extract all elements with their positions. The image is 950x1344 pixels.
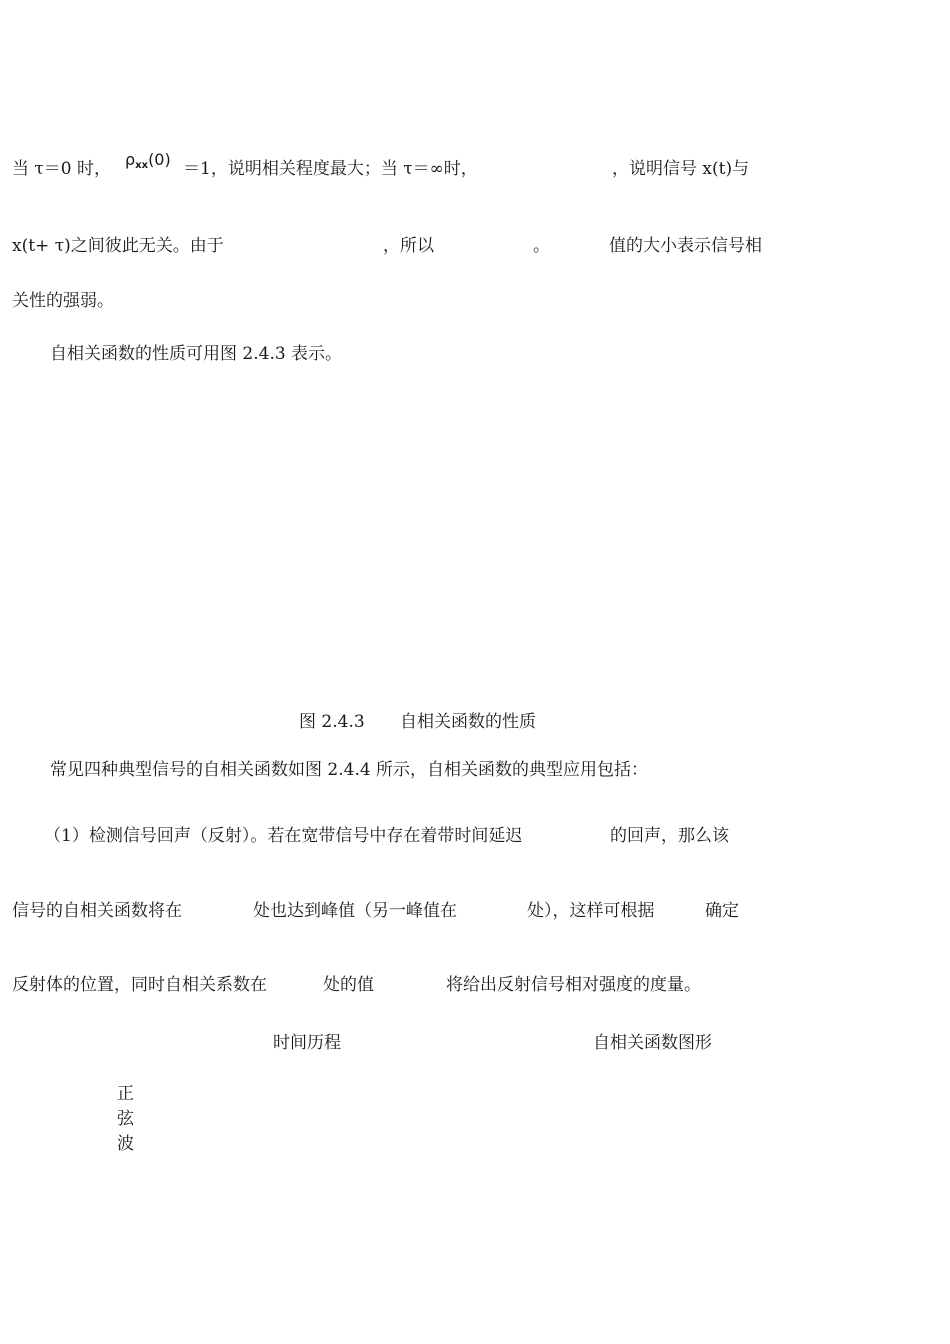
para1-line3: 关性的强弱。 [12, 291, 114, 311]
para1-line1-a: 当 τ＝0 时， [12, 159, 112, 179]
row-label-char: 波 [117, 1134, 134, 1154]
header-autocorr-plot: 自相关函数图形 [593, 1033, 712, 1053]
para4-line2-d: 确定 [705, 901, 739, 921]
row-label-sine-wave [117, 1082, 141, 1157]
para3-text: 常见四种典型信号的自相关函数如图 2.4.4 所示，自相关函数的典型应用包括： [50, 760, 649, 780]
figure-title: 自相关函数的性质 [400, 712, 536, 732]
rho-subscript: xx [135, 160, 149, 171]
figure-number: 图 2.4.3 [299, 712, 365, 732]
para4-line2-b: 处也达到峰值（另一峰值在 [253, 901, 457, 921]
para1-line2-b: ，所以 [383, 236, 434, 256]
row-label-char: 正 [117, 1084, 134, 1104]
para2-text: 自相关函数的性质可用图 2.4.3 表示。 [50, 344, 343, 364]
para4-line3-c: 将给出反射信号相对强度的度量。 [446, 975, 701, 995]
para4-line3-a: 反射体的位置，同时自相关系数在 [12, 975, 267, 995]
para1-line1-b: ＝1，说明相关程度最大；当 τ＝∞时， [183, 159, 478, 179]
para1-line2-d: 值的大小表示信号相 [609, 236, 762, 256]
header-time-history: 时间历程 [273, 1033, 341, 1053]
para4-line1-b: 的回声，那么该 [610, 826, 729, 846]
para4-line3-b: 处的值 [323, 975, 374, 995]
row-label-char: 弦 [117, 1109, 134, 1129]
para4-line2-c: 处），这样可根据 [527, 901, 655, 921]
rho-symbol: ρ [125, 150, 136, 169]
para1-line2-a: x(t+ τ)之间彼此无关。由于 [12, 236, 224, 256]
para4-line2-a: 信号的自相关函数将在 [12, 901, 182, 921]
rho-argument: (0) [148, 150, 171, 169]
para1-line1-c: ，说明信号 x(t)与 [612, 159, 750, 179]
para4-line1-a: （1）检测信号回声（反射）。若在宽带信号中存在着带时间延迟 [44, 826, 523, 846]
para1-line2-c: 。 [533, 236, 550, 256]
rho-xx-zero-symbol [125, 151, 171, 175]
